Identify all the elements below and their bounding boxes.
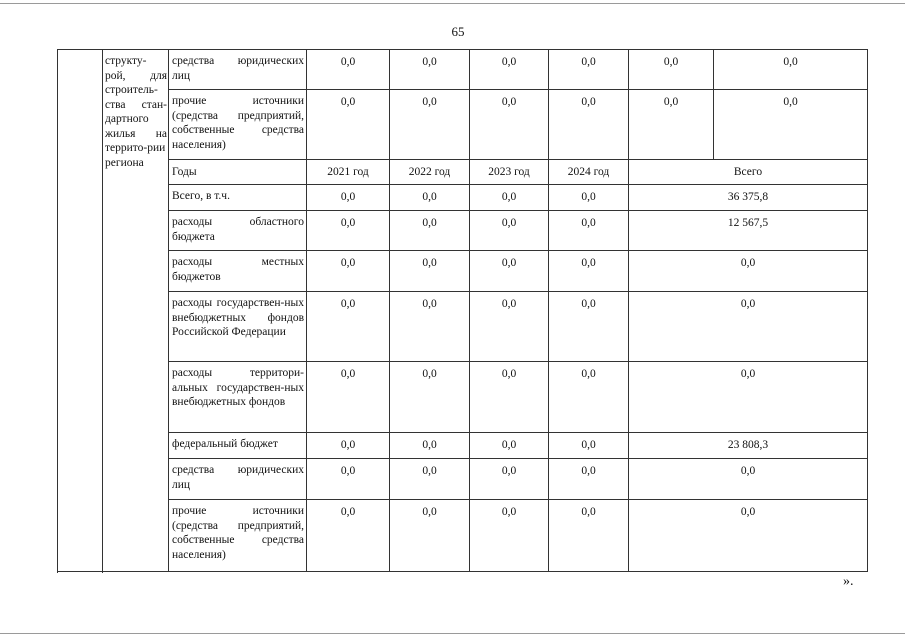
value-2022: 0,0 — [390, 433, 470, 459]
value-extra: 0,0 — [629, 50, 714, 90]
value-2023: 0,0 — [470, 211, 549, 251]
row-label: федеральный бюджет — [169, 433, 307, 459]
value-2021: 0,0 — [307, 211, 390, 251]
value-2021: 0,0 — [307, 185, 390, 211]
value-2022: 0,0 — [390, 251, 470, 292]
value-2021: 0,0 — [307, 50, 390, 90]
row-label: Всего, в т.ч. — [169, 185, 307, 211]
value-2021: 0,0 — [307, 433, 390, 459]
value-total: 0,0 — [714, 50, 868, 90]
row-label: прочие источники (средства предприятий, собственные средства населения) — [169, 500, 307, 572]
value-2021: 0,0 — [307, 292, 390, 362]
row-label: прочие источники (средства предприятий, собственные средства населения) — [169, 90, 307, 160]
header-2024: 2024 год — [549, 160, 629, 185]
value-2022: 0,0 — [390, 362, 470, 433]
value-2024: 0,0 — [549, 500, 629, 572]
value-2021: 0,0 — [307, 500, 390, 572]
value-extra: 0,0 — [629, 90, 714, 160]
value-total: 36 375,8 — [629, 185, 868, 211]
budget-table — [57, 49, 868, 572]
value-2022: 0,0 — [390, 500, 470, 572]
value-2023: 0,0 — [470, 251, 549, 292]
value-2021: 0,0 — [307, 90, 390, 160]
value-2022: 0,0 — [390, 459, 470, 500]
row-label: расходы территори-альных государствен-ных внебюджетных фондов — [169, 362, 307, 433]
row-label: расходы государствен-ных внебюджетных фондов Российской Федерации — [169, 292, 307, 362]
row-label: средства юридических лиц — [169, 50, 307, 90]
page-number: 65 — [451, 24, 465, 39]
value-2022: 0,0 — [390, 211, 470, 251]
value-2023: 0,0 — [470, 362, 549, 433]
years-header-label: Годы — [169, 160, 307, 185]
value-2021: 0,0 — [307, 362, 390, 433]
value-2024: 0,0 — [549, 433, 629, 459]
value-2024: 0,0 — [549, 251, 629, 292]
value-2024: 0,0 — [549, 50, 629, 90]
value-total: 0,0 — [629, 500, 868, 572]
row-label: расходы областного бюджета — [169, 211, 307, 251]
table-row — [58, 459, 868, 500]
value-total: 0,0 — [629, 251, 868, 292]
value-2023: 0,0 — [470, 433, 549, 459]
value-2024: 0,0 — [549, 459, 629, 500]
value-2023: 0,0 — [470, 459, 549, 500]
value-2024: 0,0 — [549, 90, 629, 160]
closing-mark: ». — [843, 574, 854, 589]
value-2024: 0,0 — [549, 362, 629, 433]
value-2023: 0,0 — [470, 50, 549, 90]
value-2022: 0,0 — [390, 185, 470, 211]
row-label: расходы местных бюджетов — [169, 251, 307, 292]
value-2023: 0,0 — [470, 90, 549, 160]
table-row — [58, 211, 868, 251]
years-header-row — [58, 160, 868, 185]
number-column-cell — [58, 50, 103, 572]
table-row — [58, 251, 868, 292]
value-total: 0,0 — [629, 362, 868, 433]
value-2022: 0,0 — [390, 90, 470, 160]
table-row — [58, 433, 868, 459]
value-2021: 0,0 — [307, 459, 390, 500]
row-label: средства юридических лиц — [169, 459, 307, 500]
header-2022: 2022 год — [390, 160, 470, 185]
value-2022: 0,0 — [390, 50, 470, 90]
table-row — [58, 90, 868, 160]
measure-description: структу-рой, для строитель-ства стан-дартного жилья на террито-рии региона — [103, 50, 169, 572]
header-2023: 2023 год — [470, 160, 549, 185]
value-total: 0,0 — [714, 90, 868, 160]
value-2022: 0,0 — [390, 292, 470, 362]
value-total: 0,0 — [629, 292, 868, 362]
value-2024: 0,0 — [549, 292, 629, 362]
value-2021: 0,0 — [307, 251, 390, 292]
table-row — [58, 50, 868, 90]
header-2021: 2021 год — [307, 160, 390, 185]
top-scan-edge — [0, 3, 905, 4]
bottom-scan-edge — [0, 633, 905, 634]
value-2023: 0,0 — [470, 500, 549, 572]
value-2023: 0,0 — [470, 292, 549, 362]
table-row — [58, 185, 868, 211]
value-2024: 0,0 — [549, 211, 629, 251]
value-total: 0,0 — [629, 459, 868, 500]
table-row — [58, 500, 868, 572]
value-total: 23 808,3 — [629, 433, 868, 459]
value-2024: 0,0 — [549, 185, 629, 211]
table-row — [58, 362, 868, 433]
table-row — [58, 292, 868, 362]
value-total: 12 567,5 — [629, 211, 868, 251]
value-2023: 0,0 — [470, 185, 549, 211]
header-total: Всего — [629, 160, 868, 185]
